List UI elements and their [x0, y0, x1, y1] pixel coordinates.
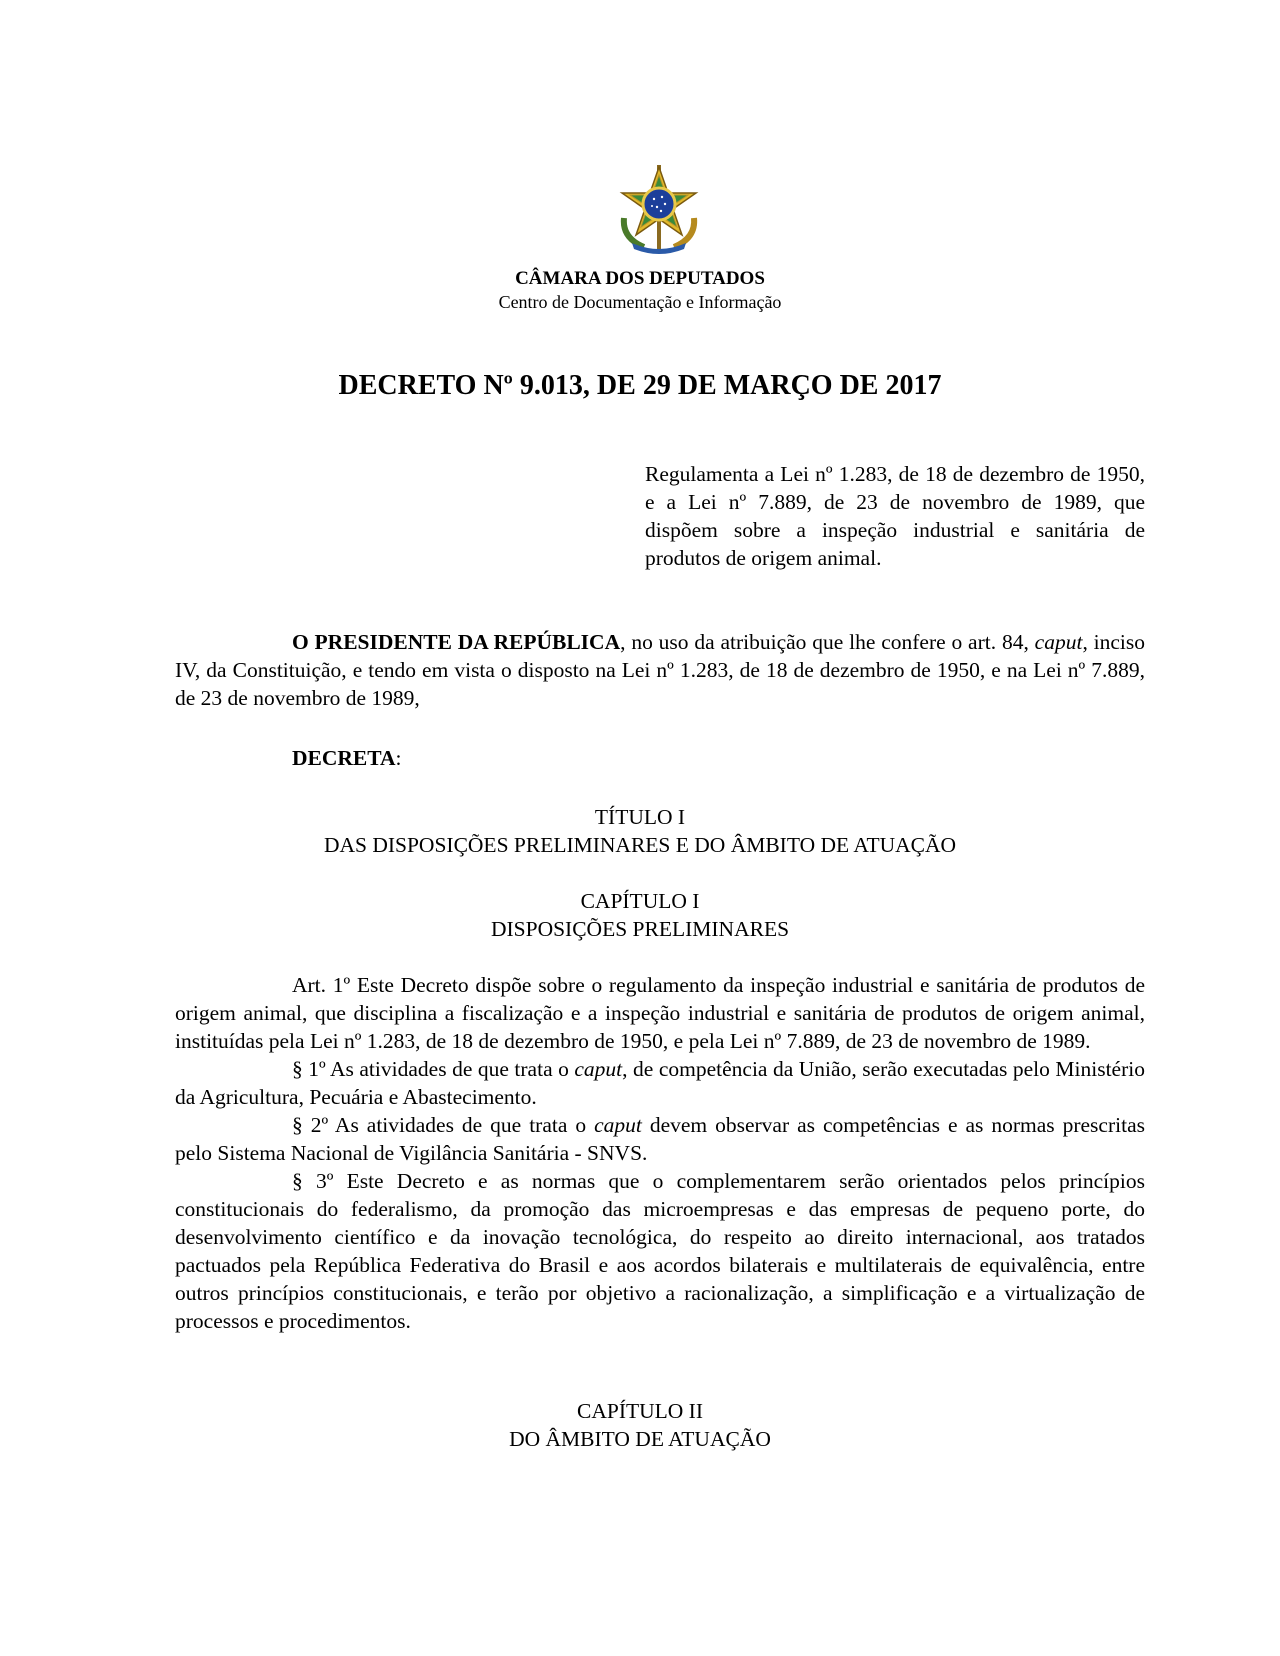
article-1-paragraph-3 — [175, 1167, 1145, 1335]
preamble-paragraph — [175, 628, 1145, 712]
chapter-2-heading — [0, 1397, 1280, 1453]
organization-name: CÂMARA DOS DEPUTADOS — [515, 268, 765, 289]
chapter-2-name: DO ÂMBITO DE ATUAÇÃO — [509, 1427, 771, 1451]
department-name: Centro de Documentação e Informação — [498, 292, 782, 312]
article-1-paragraph-2 — [175, 1111, 1145, 1167]
chapter-1-name: DISPOSIÇÕES PRELIMINARES — [490, 917, 790, 941]
preamble-text-1: , no uso da atribuição que lhe confere o art. 84, — [620, 630, 1035, 654]
preamble-lead: O PRESIDENTE DA REPÚBLICA — [292, 630, 621, 654]
title-heading — [0, 803, 1280, 859]
article-1-caput-text: Art. 1º Este Decreto dispõe sobre o regulamento da inspeção industrial e sanitária de produtos de origem animal, que disciplina a fiscalização e a inspeção industrial e sanitária de produtos de origem animal, instituídas pela Lei nº 1.283, de 18 de dezembro de 1950, e pela Lei nº 7.889, de 23 de novembro de 1989. — [175, 973, 1145, 1053]
paragraph-2-italic: caput — [594, 1113, 642, 1137]
chapter-2-number: CAPÍTULO II — [577, 1399, 703, 1423]
decreta-word: DECRETA — [292, 746, 396, 770]
paragraph-2-text-a: § 2º As atividades de que trata o — [292, 1113, 595, 1137]
decreta-colon: : — [395, 746, 402, 770]
title-number: TÍTULO I — [594, 805, 686, 829]
preamble-text-2: , inciso IV, da Constituição, e tendo em vista o disposto na Lei nº 1.283, de 18 de dezembro de 1950, e na Lei nº 7.889, de 23 de novembro de 1989, — [175, 630, 1145, 710]
title-name: DAS DISPOSIÇÕES PRELIMINARES E DO ÂMBITO DE ATUAÇÃO — [323, 833, 957, 857]
paragraph-3-text: § 3º Este Decreto e as normas que o complementarem serão orientados pelos princípios constitucionais do federalismo, da promoção das microempresas e das empresas de pequeno porte, do desenvolvimento científico e da inovação tecnológica, do respeito ao direito internacional, aos tratados pactuados pela República Federativa do Brasil e aos acordos bilaterais e multilaterais de equivalência, entre outros princípios constitucionais, e terão por objetivo a racionalização, a simplificação e a virtualização de processos e procedimentos. — [175, 1169, 1145, 1333]
decreta-line — [175, 744, 1145, 772]
brazil-coat-of-arms-icon — [614, 163, 704, 255]
decree-title: DECRETO Nº 9.013, DE 29 DE MARÇO DE 2017 — [338, 370, 942, 401]
paragraph-2-text-b: devem observar as competências e as normas prescritas pelo Sistema Nacional de Vigilância Sanitária - SNVS. — [175, 1113, 1145, 1165]
article-1-paragraph-1 — [175, 1055, 1145, 1111]
paragraph-1-text-b: , de competência da União, serão executadas pelo Ministério da Agricultura, Pecuária e Abastecimento. — [175, 1057, 1145, 1109]
chapter-1-number: CAPÍTULO I — [580, 889, 700, 913]
paragraph-1-italic: caput — [574, 1057, 623, 1081]
chapter-1-heading — [0, 887, 1280, 943]
article-1-caput — [175, 971, 1145, 1055]
decree-summary: Regulamenta a Lei nº 1.283, de 18 de dezembro de 1950, e a Lei nº 7.889, de 23 de novembro de 1989, que dispõem sobre a inspeção industrial e sanitária de produtos de origem animal. — [645, 462, 1145, 570]
article-1 — [175, 971, 1145, 1335]
preamble-italic-caput: caput — [1034, 630, 1083, 654]
paragraph-1-text-a: § 1º As atividades de que trata o — [292, 1057, 575, 1081]
